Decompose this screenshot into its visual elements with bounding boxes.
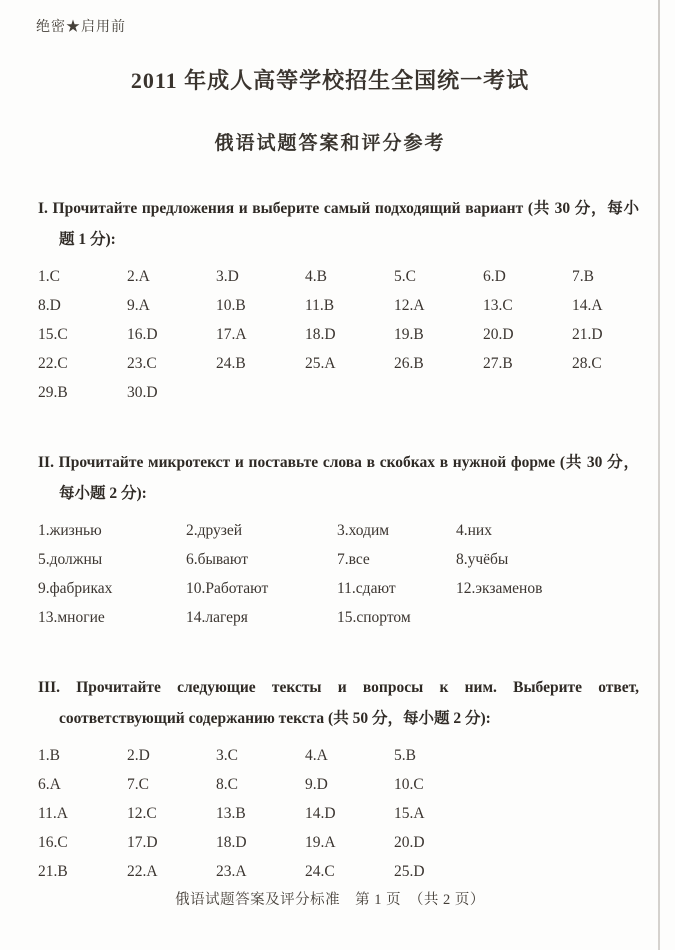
answer-item: 3.ходим	[337, 522, 390, 539]
answer-item: 7.B	[572, 268, 594, 285]
answer-item: 22.C	[38, 355, 68, 372]
answer-item: 18.D	[216, 834, 247, 851]
answer-item: 13.B	[216, 805, 246, 822]
answer-item: 6.бывают	[186, 551, 249, 568]
answer-item: 16.C	[38, 834, 68, 851]
answer-item: 19.A	[305, 834, 336, 851]
answer-item: 18.D	[305, 326, 336, 343]
answer-item: 21.D	[572, 326, 603, 343]
answer-item: 8.учёбы	[456, 551, 509, 568]
section-3-heading: III. Прочитайте следующие тексты и вопросы к ним. Выберите ответ, соответствующий содержанию текста (共 50 分，每小题 2 分):	[38, 679, 639, 727]
answer-item: 11.A	[38, 805, 68, 822]
answer-item: 4.A	[305, 747, 328, 764]
answer-item: 12.экзаменов	[456, 580, 543, 597]
answer-item: 5.B	[394, 747, 416, 764]
answer-item: 4.B	[305, 268, 327, 285]
answer-item: 2.друзей	[186, 522, 243, 539]
page-footer: 俄语试题答案及评分标准 第 1 页 （共 2 页）	[175, 892, 485, 908]
answer-item: 8.D	[38, 297, 61, 314]
answer-item: 16.D	[127, 326, 158, 343]
answer-item: 14.лагеря	[186, 609, 248, 626]
answer-item: 12.C	[127, 805, 157, 822]
answer-item: 22.A	[127, 863, 158, 880]
section-3-answer-grid	[38, 741, 639, 886]
answer-item: 6.D	[483, 268, 506, 285]
answer-item: 29.B	[38, 384, 68, 401]
answer-item: 6.A	[38, 776, 61, 793]
answer-item: 20.D	[394, 834, 425, 851]
answer-item: 13.многие	[38, 609, 105, 626]
answer-item: 24.C	[305, 863, 335, 880]
answer-item: 2.A	[127, 268, 150, 285]
answer-item: 15.спортом	[337, 609, 411, 626]
document-body	[38, 193, 639, 886]
answer-item: 17.D	[127, 834, 158, 851]
answer-item: 10.Работают	[186, 580, 269, 597]
answer-item: 5.C	[394, 268, 416, 285]
answer-item: 20.D	[483, 326, 514, 343]
answer-item: 24.B	[216, 355, 246, 372]
answer-item: 11.B	[305, 297, 335, 314]
section-3	[38, 672, 639, 886]
page-title: 2011 年成人高等学校招生全国统一考试	[130, 68, 530, 93]
answer-item: 2.D	[127, 747, 150, 764]
answer-item: 7.C	[127, 776, 149, 793]
answer-item: 5.должны	[38, 551, 103, 568]
answer-item: 11.сдают	[337, 580, 396, 597]
answer-item: 10.C	[394, 776, 424, 793]
answer-item: 7.все	[337, 551, 370, 568]
answer-item: 19.B	[394, 326, 424, 343]
classification-label: 绝密★启用前	[36, 20, 126, 35]
answer-item: 8.C	[216, 776, 238, 793]
answer-item: 26.B	[394, 355, 424, 372]
answer-item: 14.A	[572, 297, 603, 314]
answer-item: 23.C	[127, 355, 157, 372]
answer-item: 25.D	[394, 863, 425, 880]
answer-item: 9.A	[127, 297, 150, 314]
answer-item: 1.жизнью	[38, 522, 102, 539]
page-subtitle: 俄语试题答案和评分参考	[214, 133, 446, 154]
answer-item: 9.D	[305, 776, 328, 793]
answer-item: 21.B	[38, 863, 68, 880]
section-1-answer-grid	[38, 262, 639, 407]
answer-item: 4.них	[456, 522, 492, 539]
answer-item: 17.A	[216, 326, 247, 343]
answer-item: 27.B	[483, 355, 513, 372]
answer-item: 14.D	[305, 805, 336, 822]
answer-item: 3.C	[216, 747, 238, 764]
section-1-heading: I. Прочитайте предложения и выберите самый подходящий вариант (共 30 分，每小题 1 分):	[38, 200, 639, 248]
answer-item: 12.A	[394, 297, 425, 314]
answer-item: 15.C	[38, 326, 68, 343]
answer-item: 10.B	[216, 297, 246, 314]
answer-item: 1.B	[38, 747, 60, 764]
section-2	[38, 447, 639, 632]
section-2-heading: II. Прочитайте микротекст и поставьте слова в скобках в нужной форме (共 30 分，每小题 2 分):	[38, 454, 639, 502]
answer-item: 30.D	[127, 384, 158, 401]
answer-item: 13.C	[483, 297, 513, 314]
answer-item: 25.A	[305, 355, 336, 372]
answer-item: 28.C	[572, 355, 602, 372]
answer-item: 3.D	[216, 268, 239, 285]
answer-item: 15.A	[394, 805, 425, 822]
answer-item: 1.C	[38, 268, 60, 285]
answer-item: 23.A	[216, 863, 247, 880]
answer-item: 9.фабриках	[38, 580, 113, 597]
section-1	[38, 193, 639, 407]
section-2-answer-grid	[38, 516, 639, 632]
